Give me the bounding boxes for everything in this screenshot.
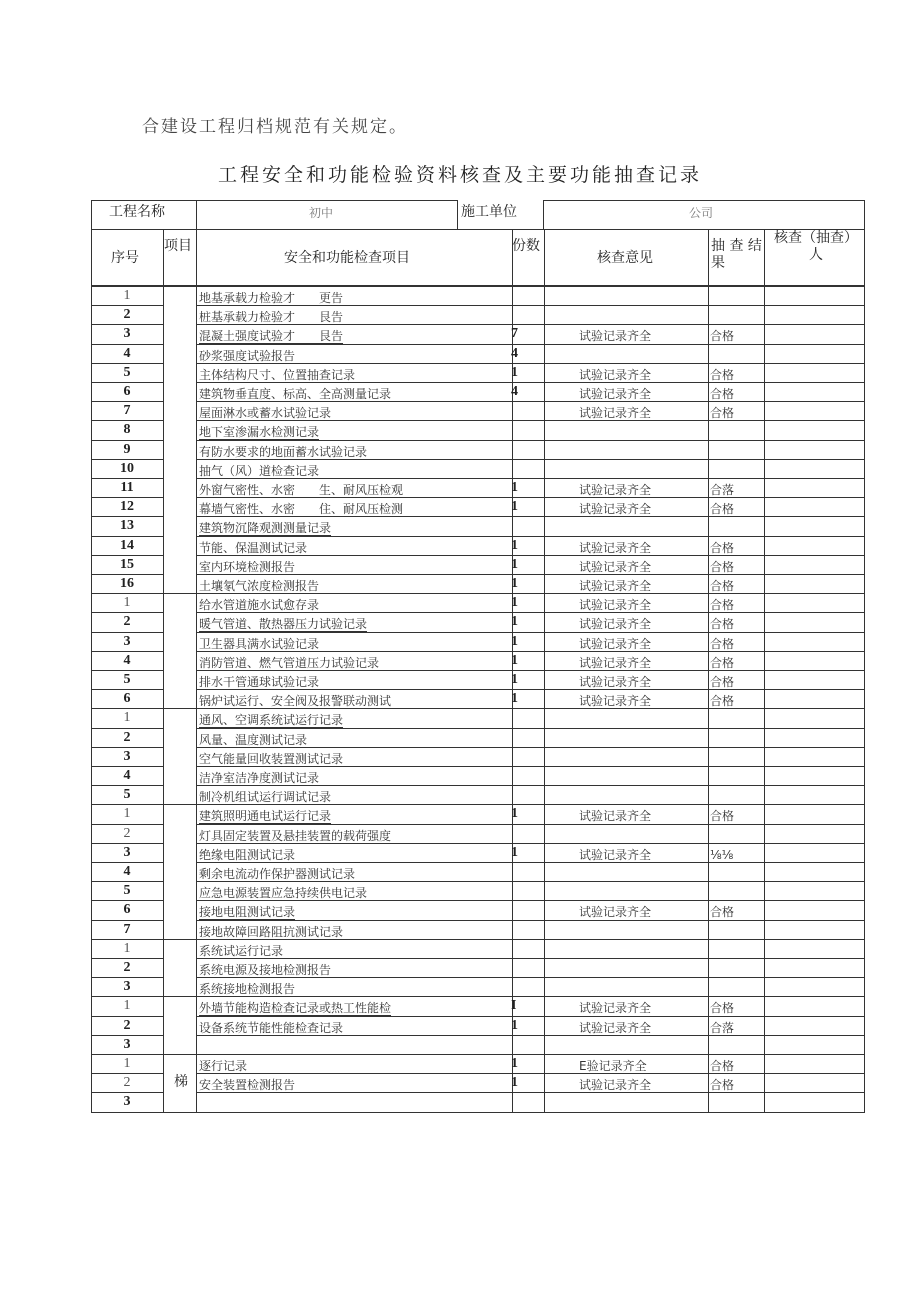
table-cell	[764, 1054, 865, 1074]
group-cell	[163, 708, 197, 805]
row-seq: 2	[123, 1075, 131, 1091]
row-result: 合格	[710, 502, 735, 517]
table-cell	[512, 920, 545, 940]
table-cell	[764, 574, 865, 594]
table-cell	[764, 747, 865, 767]
row-check-item: 消防管道、燃气管道压力试验记录	[199, 655, 380, 670]
row-seq: 2	[123, 825, 131, 841]
row-seq: 1	[123, 288, 131, 303]
table-cell	[764, 728, 865, 748]
row-seq: 7	[123, 921, 131, 937]
result-header: 抽 查 结 果	[711, 238, 762, 271]
table-cell	[764, 632, 865, 652]
table-cell	[544, 708, 709, 728]
person-header: 核查（抽查）人	[774, 230, 858, 263]
row-seq: 5	[123, 883, 131, 899]
row-opinion: 试验记录齐全	[579, 694, 652, 709]
row-seq: 13	[120, 518, 134, 534]
row-check-item: 设备系统节能性能检查记录	[199, 1020, 344, 1035]
check-header: 安全和功能检查项目	[284, 250, 410, 266]
table-cell	[764, 881, 865, 901]
table-cell	[708, 1092, 765, 1112]
row-check-item: 系统接地检测报告	[199, 982, 296, 997]
row-seq: 1	[123, 806, 131, 822]
row-count: 1	[511, 1017, 518, 1033]
table-cell	[512, 1035, 545, 1055]
table-cell	[544, 286, 709, 306]
table-cell	[512, 286, 545, 306]
table-cell	[764, 958, 865, 978]
table-cell	[764, 996, 865, 1016]
row-seq: 9	[123, 441, 131, 457]
table-cell	[764, 324, 865, 344]
row-seq: 4	[123, 864, 131, 879]
row-count: 4	[511, 345, 518, 361]
table-cell	[544, 958, 709, 978]
table-cell	[764, 900, 865, 920]
row-result: 合格	[710, 694, 735, 709]
row-check-item: 地下室渗漏水检测记录	[199, 425, 320, 440]
table-cell	[764, 689, 865, 709]
row-seq: 4	[123, 652, 131, 668]
row-count: 1	[511, 652, 518, 668]
row-check-item: 系统试运行记录	[199, 943, 284, 958]
row-check-item: 接地故障回路阻抗测试记录	[199, 924, 344, 939]
count-header: 份数	[512, 238, 540, 254]
table-cell	[544, 920, 709, 940]
table-cell	[708, 728, 765, 748]
table-cell	[544, 862, 709, 882]
row-result: 合格	[710, 1059, 735, 1073]
table-cell	[544, 766, 709, 786]
row-check-item: 抽气（风）道检查记录	[199, 463, 320, 478]
table-cell	[708, 862, 765, 882]
row-check-item: 室内环境检测报告	[199, 559, 296, 574]
row-result: 合格	[710, 1001, 735, 1016]
row-check-item: 建筑照明通电试运行记录	[199, 809, 332, 824]
row-check-item: 节能、保温测试记录	[199, 540, 308, 555]
row-check-item: 安全装置检测报告	[199, 1078, 296, 1093]
table-cell	[708, 747, 765, 767]
table-cell	[512, 824, 545, 844]
row-result: 合格	[710, 598, 735, 613]
table-cell	[708, 1035, 765, 1055]
table-cell	[512, 459, 545, 479]
table-cell	[544, 420, 709, 440]
project-label: 工程名称	[109, 204, 165, 220]
row-check-item: 接地电阻测试记录	[199, 905, 296, 920]
row-seq: 5	[123, 787, 131, 803]
intro-text: 合建设工程归档规范有关规定。	[142, 117, 408, 137]
row-opinion: 试验记录齐全	[579, 636, 652, 651]
row-result: 合格	[710, 387, 735, 401]
row-count: 1	[511, 537, 518, 553]
row-check-item: 主体结构尺寸、位置抽查记录	[199, 367, 356, 382]
row-check-item: 砂浆强度试验报告	[199, 348, 296, 363]
table-cell	[544, 728, 709, 748]
page-title: 工程安全和功能检验资料核查及主要功能抽查记录	[217, 164, 702, 186]
table-cell	[708, 939, 765, 959]
row-opinion: 试验记录齐全	[579, 483, 652, 497]
row-count: I	[511, 998, 517, 1014]
group-cell	[163, 996, 197, 1055]
table-cell	[764, 766, 865, 786]
row-count: 1	[511, 499, 518, 515]
table-cell	[764, 1073, 865, 1093]
row-seq: 3	[123, 748, 131, 764]
row-seq: 1	[123, 595, 131, 611]
table-cell	[764, 843, 865, 863]
row-opinion: 试验记录齐全	[579, 406, 652, 421]
table-cell	[764, 516, 865, 536]
table-cell	[512, 939, 545, 959]
table-cell	[544, 459, 709, 479]
table-cell	[544, 440, 709, 460]
table-cell	[764, 401, 865, 421]
row-check-item: 风量、温度测试记录	[199, 732, 308, 747]
group-cell	[163, 939, 197, 998]
row-seq: 3	[123, 1036, 131, 1052]
row-opinion: 试验记录齐全	[579, 598, 652, 613]
row-seq: 1	[123, 1056, 131, 1071]
table-cell	[764, 651, 865, 671]
row-seq: 3	[123, 633, 131, 649]
row-count: 1	[511, 595, 518, 611]
table-cell	[708, 286, 765, 306]
table-cell	[764, 555, 865, 575]
row-check-item: 空气能量回收装置测试记录	[199, 751, 344, 766]
row-opinion: 试验记录齐全	[579, 329, 652, 344]
row-count: 1	[511, 364, 518, 380]
row-count: 1	[511, 556, 518, 572]
group-cell	[163, 804, 197, 939]
row-result: 合格	[710, 1078, 735, 1093]
table-cell	[708, 344, 765, 364]
row-seq: 10	[120, 460, 134, 476]
table-cell	[544, 344, 709, 364]
row-result: 合落	[710, 1020, 735, 1035]
row-seq: 3	[123, 844, 131, 860]
row-seq: 16	[120, 576, 134, 591]
row-check-item: 屋面淋水或蓄水试验记录	[199, 406, 332, 421]
row-count: 1	[511, 1075, 518, 1091]
row-opinion: 试验记录齐全	[579, 579, 652, 593]
table-cell	[512, 1092, 545, 1112]
row-result: 合格	[710, 559, 735, 574]
row-opinion: 试验记录齐全	[579, 809, 652, 824]
table-cell	[512, 420, 545, 440]
table-cell	[544, 977, 709, 997]
row-result: 合格	[710, 540, 735, 555]
row-check-item: 桩基承载力检验才 艮告	[199, 310, 344, 325]
row-result: 合格	[710, 406, 735, 421]
row-opinion: 试验记录齐全	[579, 540, 652, 555]
table-cell	[708, 824, 765, 844]
row-check-item: 卫生器具满水试验记录	[199, 636, 320, 651]
row-seq: 14	[120, 537, 134, 553]
table-cell	[708, 459, 765, 479]
table-cell	[544, 785, 709, 805]
row-result: 合格	[710, 905, 735, 920]
row-seq: 6	[123, 902, 131, 918]
row-count: 4	[511, 384, 518, 399]
row-seq: 3	[123, 326, 131, 342]
table-cell	[764, 497, 865, 517]
group-cell	[163, 593, 197, 709]
table-cell	[764, 862, 865, 882]
table-cell	[708, 440, 765, 460]
project-value: 初中	[309, 206, 334, 220]
inspection-table	[91, 200, 865, 1122]
row-seq: 4	[123, 768, 131, 783]
row-check-item: 暖气管道、散热器压力试验记录	[199, 617, 368, 632]
row-result: 合格	[710, 675, 735, 689]
row-count: 1	[511, 576, 518, 591]
row-check-item: 锅炉试运行、安全阀及报警联动测试	[199, 694, 392, 709]
table-cell	[544, 747, 709, 767]
table-cell	[708, 516, 765, 536]
table-cell	[708, 305, 765, 325]
row-count: 1	[511, 480, 518, 495]
table-cell	[708, 920, 765, 940]
row-count: 1	[511, 614, 518, 630]
row-opinion: 试验记录齐全	[579, 675, 652, 689]
row-result: ⅛⅛	[710, 847, 734, 862]
row-seq: 1	[123, 940, 131, 956]
table-cell	[512, 881, 545, 901]
row-check-item: 逐行记录	[199, 1059, 248, 1073]
table-cell	[512, 747, 545, 767]
row-result: 合格	[710, 809, 735, 824]
row-opinion: 试验记录齐全	[579, 1020, 652, 1035]
row-check-item: 外墙节能构造检查记录或热工性能检	[199, 1001, 392, 1016]
table-cell	[764, 939, 865, 959]
row-result: 合格	[710, 329, 735, 344]
table-cell	[764, 363, 865, 383]
row-seq: 6	[123, 384, 131, 399]
row-count: 1	[511, 844, 518, 860]
table-cell	[708, 977, 765, 997]
table-cell	[708, 766, 765, 786]
row-check-item: 土壤氡气浓度检测报告	[199, 579, 320, 593]
table-cell	[764, 708, 865, 728]
row-opinion: 试验记录齐全	[579, 655, 652, 670]
table-cell	[512, 785, 545, 805]
row-result: 合格	[710, 655, 735, 670]
row-check-item: 灯具固定装置及悬挂装置的载荷强度	[199, 828, 392, 843]
row-count: 1	[511, 633, 518, 649]
table-cell	[708, 881, 765, 901]
row-check-item: 绝缘电阻测试记录	[199, 847, 296, 862]
row-seq: 12	[120, 499, 134, 515]
row-check-item: 混凝土强度试验才 艮告	[199, 329, 344, 344]
table-cell	[764, 804, 865, 824]
table-cell	[764, 440, 865, 460]
row-check-item: 地基承载力检验才 更告	[199, 291, 344, 305]
row-seq: 2	[123, 729, 131, 745]
table-cell	[764, 536, 865, 556]
table-cell	[512, 401, 545, 421]
row-seq: 5	[123, 364, 131, 380]
group-label: 梯	[174, 1074, 188, 1091]
table-cell	[512, 440, 545, 460]
row-check-item: 建筑物垂直度、标高、全高测量记录	[199, 387, 392, 401]
table-cell	[764, 1035, 865, 1055]
table-cell	[512, 728, 545, 748]
row-check-item: 应急电源装置应急持续供电记录	[199, 886, 368, 901]
table-cell	[764, 920, 865, 940]
table-cell	[512, 900, 545, 920]
item-header: 项目	[164, 238, 192, 254]
row-seq: 11	[120, 480, 134, 495]
row-seq: 1	[123, 710, 131, 726]
row-check-item: 给水管道施水试愈存录	[199, 598, 320, 613]
row-check-item: 外窗气密性、水密 生、耐风压检观	[199, 483, 404, 497]
table-cell	[764, 1092, 865, 1112]
table-cell	[764, 785, 865, 805]
row-opinion: 试验记录齐全	[579, 387, 652, 401]
row-opinion: 试验记录齐全	[579, 905, 652, 920]
row-opinion: 试验记录齐全	[579, 847, 652, 862]
seq-header: 序号	[111, 250, 139, 266]
table-cell	[512, 996, 545, 1016]
row-opinion: 试验记录齐全	[579, 367, 652, 382]
row-seq: 7	[123, 403, 131, 419]
row-check-item: 幕墙气密性、水密 住、耐风压检测	[199, 502, 404, 517]
table-cell	[764, 478, 865, 498]
table-cell	[708, 420, 765, 440]
table-cell	[544, 939, 709, 959]
table-cell	[512, 305, 545, 325]
row-check-item: 通风、空调系统试运行记录	[199, 713, 344, 728]
table-cell	[764, 612, 865, 632]
row-seq: 2	[123, 1017, 131, 1033]
row-seq: 6	[123, 691, 131, 707]
row-seq: 2	[123, 307, 131, 323]
table-cell	[512, 708, 545, 728]
row-seq: 8	[123, 422, 131, 438]
table-cell	[512, 958, 545, 978]
table-cell	[764, 305, 865, 325]
table-cell	[544, 516, 709, 536]
table-cell	[764, 670, 865, 690]
row-check-item: 制冷机组试运行调试记录	[199, 790, 332, 805]
table-cell	[196, 1035, 513, 1055]
row-seq: 2	[123, 614, 131, 630]
table-cell	[764, 459, 865, 479]
table-cell	[708, 708, 765, 728]
table-cell	[512, 862, 545, 882]
row-opinion: 试验记录齐全	[579, 559, 652, 574]
table-cell	[544, 824, 709, 844]
table-cell	[512, 977, 545, 997]
table-cell	[544, 881, 709, 901]
group-cell	[163, 286, 197, 594]
row-seq: 3	[123, 1094, 131, 1110]
table-cell	[544, 1092, 709, 1112]
row-opinion: 试验记录齐全	[579, 1001, 652, 1016]
row-seq: 2	[123, 960, 131, 975]
table-cell	[764, 344, 865, 364]
row-check-item: 洁净室洁净度测试记录	[199, 771, 320, 785]
row-opinion: 试验记录齐全	[579, 617, 652, 632]
row-result: 合格	[710, 579, 735, 593]
row-count: 1	[511, 806, 518, 822]
unit-label: 施工单位	[461, 204, 517, 220]
table-cell	[764, 1016, 865, 1036]
row-opinion: 试验记录齐全	[579, 1078, 652, 1093]
table-cell	[512, 516, 545, 536]
row-result: 合格	[710, 617, 735, 632]
table-cell	[708, 785, 765, 805]
row-count: 1	[511, 691, 518, 707]
row-seq: 3	[123, 979, 131, 995]
row-check-item: 有防水要求的地面蓄水试验记录	[199, 444, 368, 459]
row-opinion: E验记录齐全	[579, 1059, 647, 1073]
table-cell	[544, 1035, 709, 1055]
row-count: 1	[511, 1056, 518, 1071]
table-cell	[196, 1092, 513, 1112]
row-result: 合格	[710, 367, 735, 382]
table-cell	[708, 958, 765, 978]
table-cell	[764, 977, 865, 997]
table-cell	[764, 286, 865, 306]
row-seq: 5	[123, 672, 131, 687]
row-check-item: 建筑物沉降观测测量记录	[199, 521, 332, 536]
row-check-item: 排水干管通球试验记录	[199, 675, 320, 689]
row-result: 合格	[710, 636, 735, 651]
row-check-item: 系统电源及接地检测报告	[199, 963, 332, 977]
row-opinion: 试验记录齐全	[579, 502, 652, 517]
table-cell	[544, 305, 709, 325]
table-cell	[764, 593, 865, 613]
row-seq: 15	[120, 556, 134, 572]
table-cell	[512, 766, 545, 786]
row-check-item: 剩余电流动作保护器测试记录	[199, 867, 356, 881]
row-result: 合落	[710, 483, 735, 497]
table-cell	[764, 824, 865, 844]
table-cell	[764, 382, 865, 402]
row-count: 7	[511, 326, 518, 342]
row-seq: 1	[123, 998, 131, 1014]
row-count: 1	[511, 672, 518, 687]
row-seq: 4	[123, 345, 131, 361]
table-cell	[764, 420, 865, 440]
opinion-header: 核查意见	[597, 250, 653, 266]
unit-value: 公司	[689, 206, 714, 220]
